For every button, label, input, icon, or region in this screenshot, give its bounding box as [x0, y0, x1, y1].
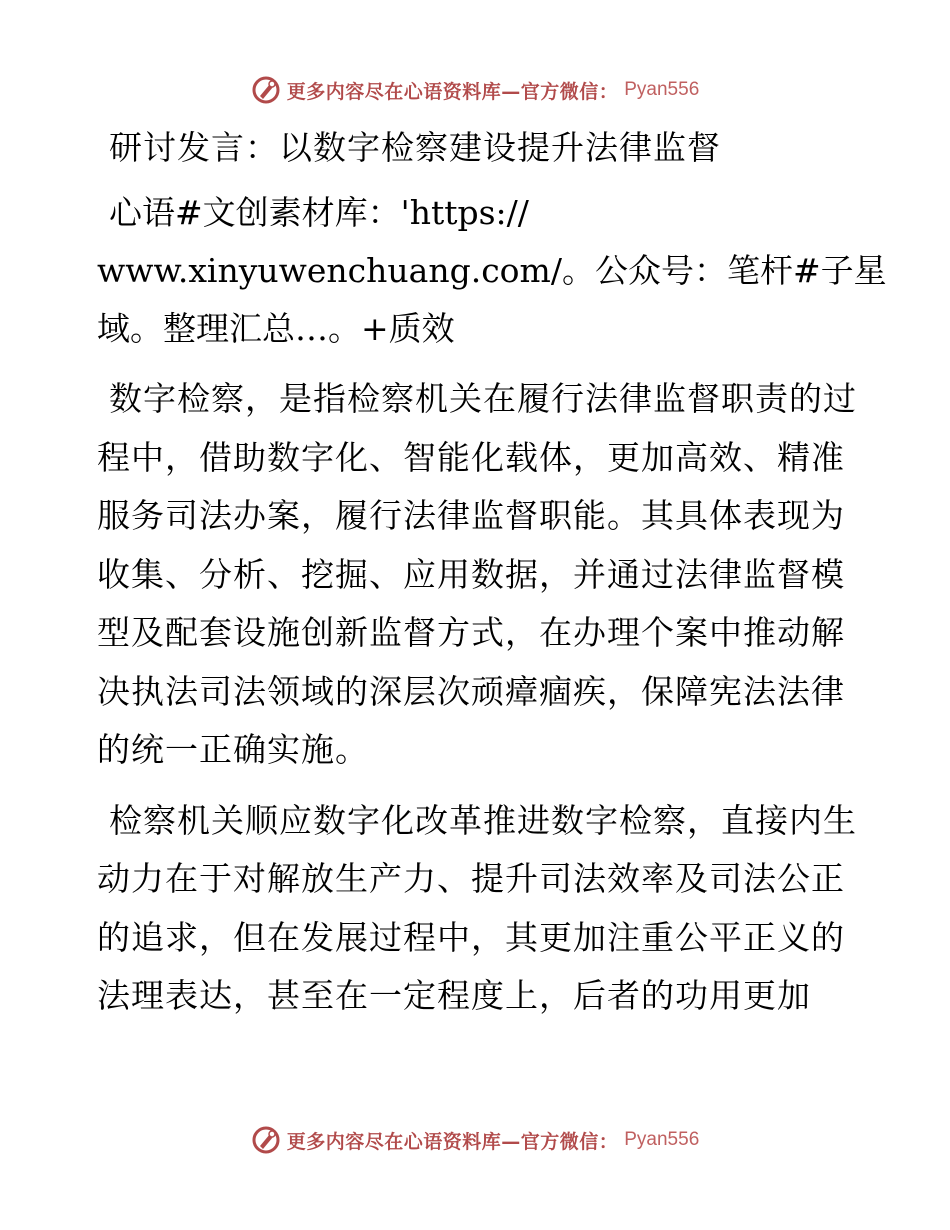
- document-body: [97, 122, 887, 1038]
- header-banner: [0, 70, 950, 110]
- paragraph-1: [97, 370, 857, 780]
- pen-circle-logo-icon: [251, 1125, 281, 1155]
- header-banner-handle: Pyan556: [624, 79, 700, 100]
- paragraph-2-text: 检察机关顺应数字化改革推进数字检察，直接内生动力在于对解放生产力、提升司法效率及司法公正的追求，但在发展过程中，其更加注重公平正义的法理表达，甚至在一定程度上，后者的功用更加: [97, 800, 857, 1015]
- header-banner-text: 更多内容尽在心语资料库—官方微信：: [286, 80, 619, 103]
- footer-banner-text: 更多内容尽在心语资料库—官方微信：: [286, 1130, 619, 1153]
- paragraph-2: [97, 792, 857, 1026]
- footer-banner: [0, 1120, 950, 1160]
- header-banner-inner: [251, 75, 700, 105]
- source-line-2: www.xinyuwenchuang.com/。公众号：笔杆#子星: [97, 251, 887, 290]
- pen-circle-logo-icon: [251, 75, 281, 105]
- footer-banner-handle: Pyan556: [624, 1129, 700, 1150]
- source-line-3: 域。整理汇总…。+质效: [97, 309, 455, 348]
- paragraph-1-text: 数字检察，是指检察机关在履行法律监督职责的过程中，借助数字化、智能化载体，更加高效、精准服务司法办案，履行法律监督职能。其具体表现为收集、分析、挖掘、应用数据，并通过法律监督模型及配套设施创新监督方式，在办理个案中推动解决执法司法领域的深层次顽瘴痼疾，保障宪法法律的统一正确实施。: [97, 379, 857, 769]
- source-line-1: 心语#文创素材库：'https://: [109, 193, 529, 232]
- document-title: 研讨发言：以数字检察建设提升法律监督: [109, 128, 721, 167]
- source-note: [97, 184, 887, 358]
- footer-banner-inner: [251, 1125, 700, 1155]
